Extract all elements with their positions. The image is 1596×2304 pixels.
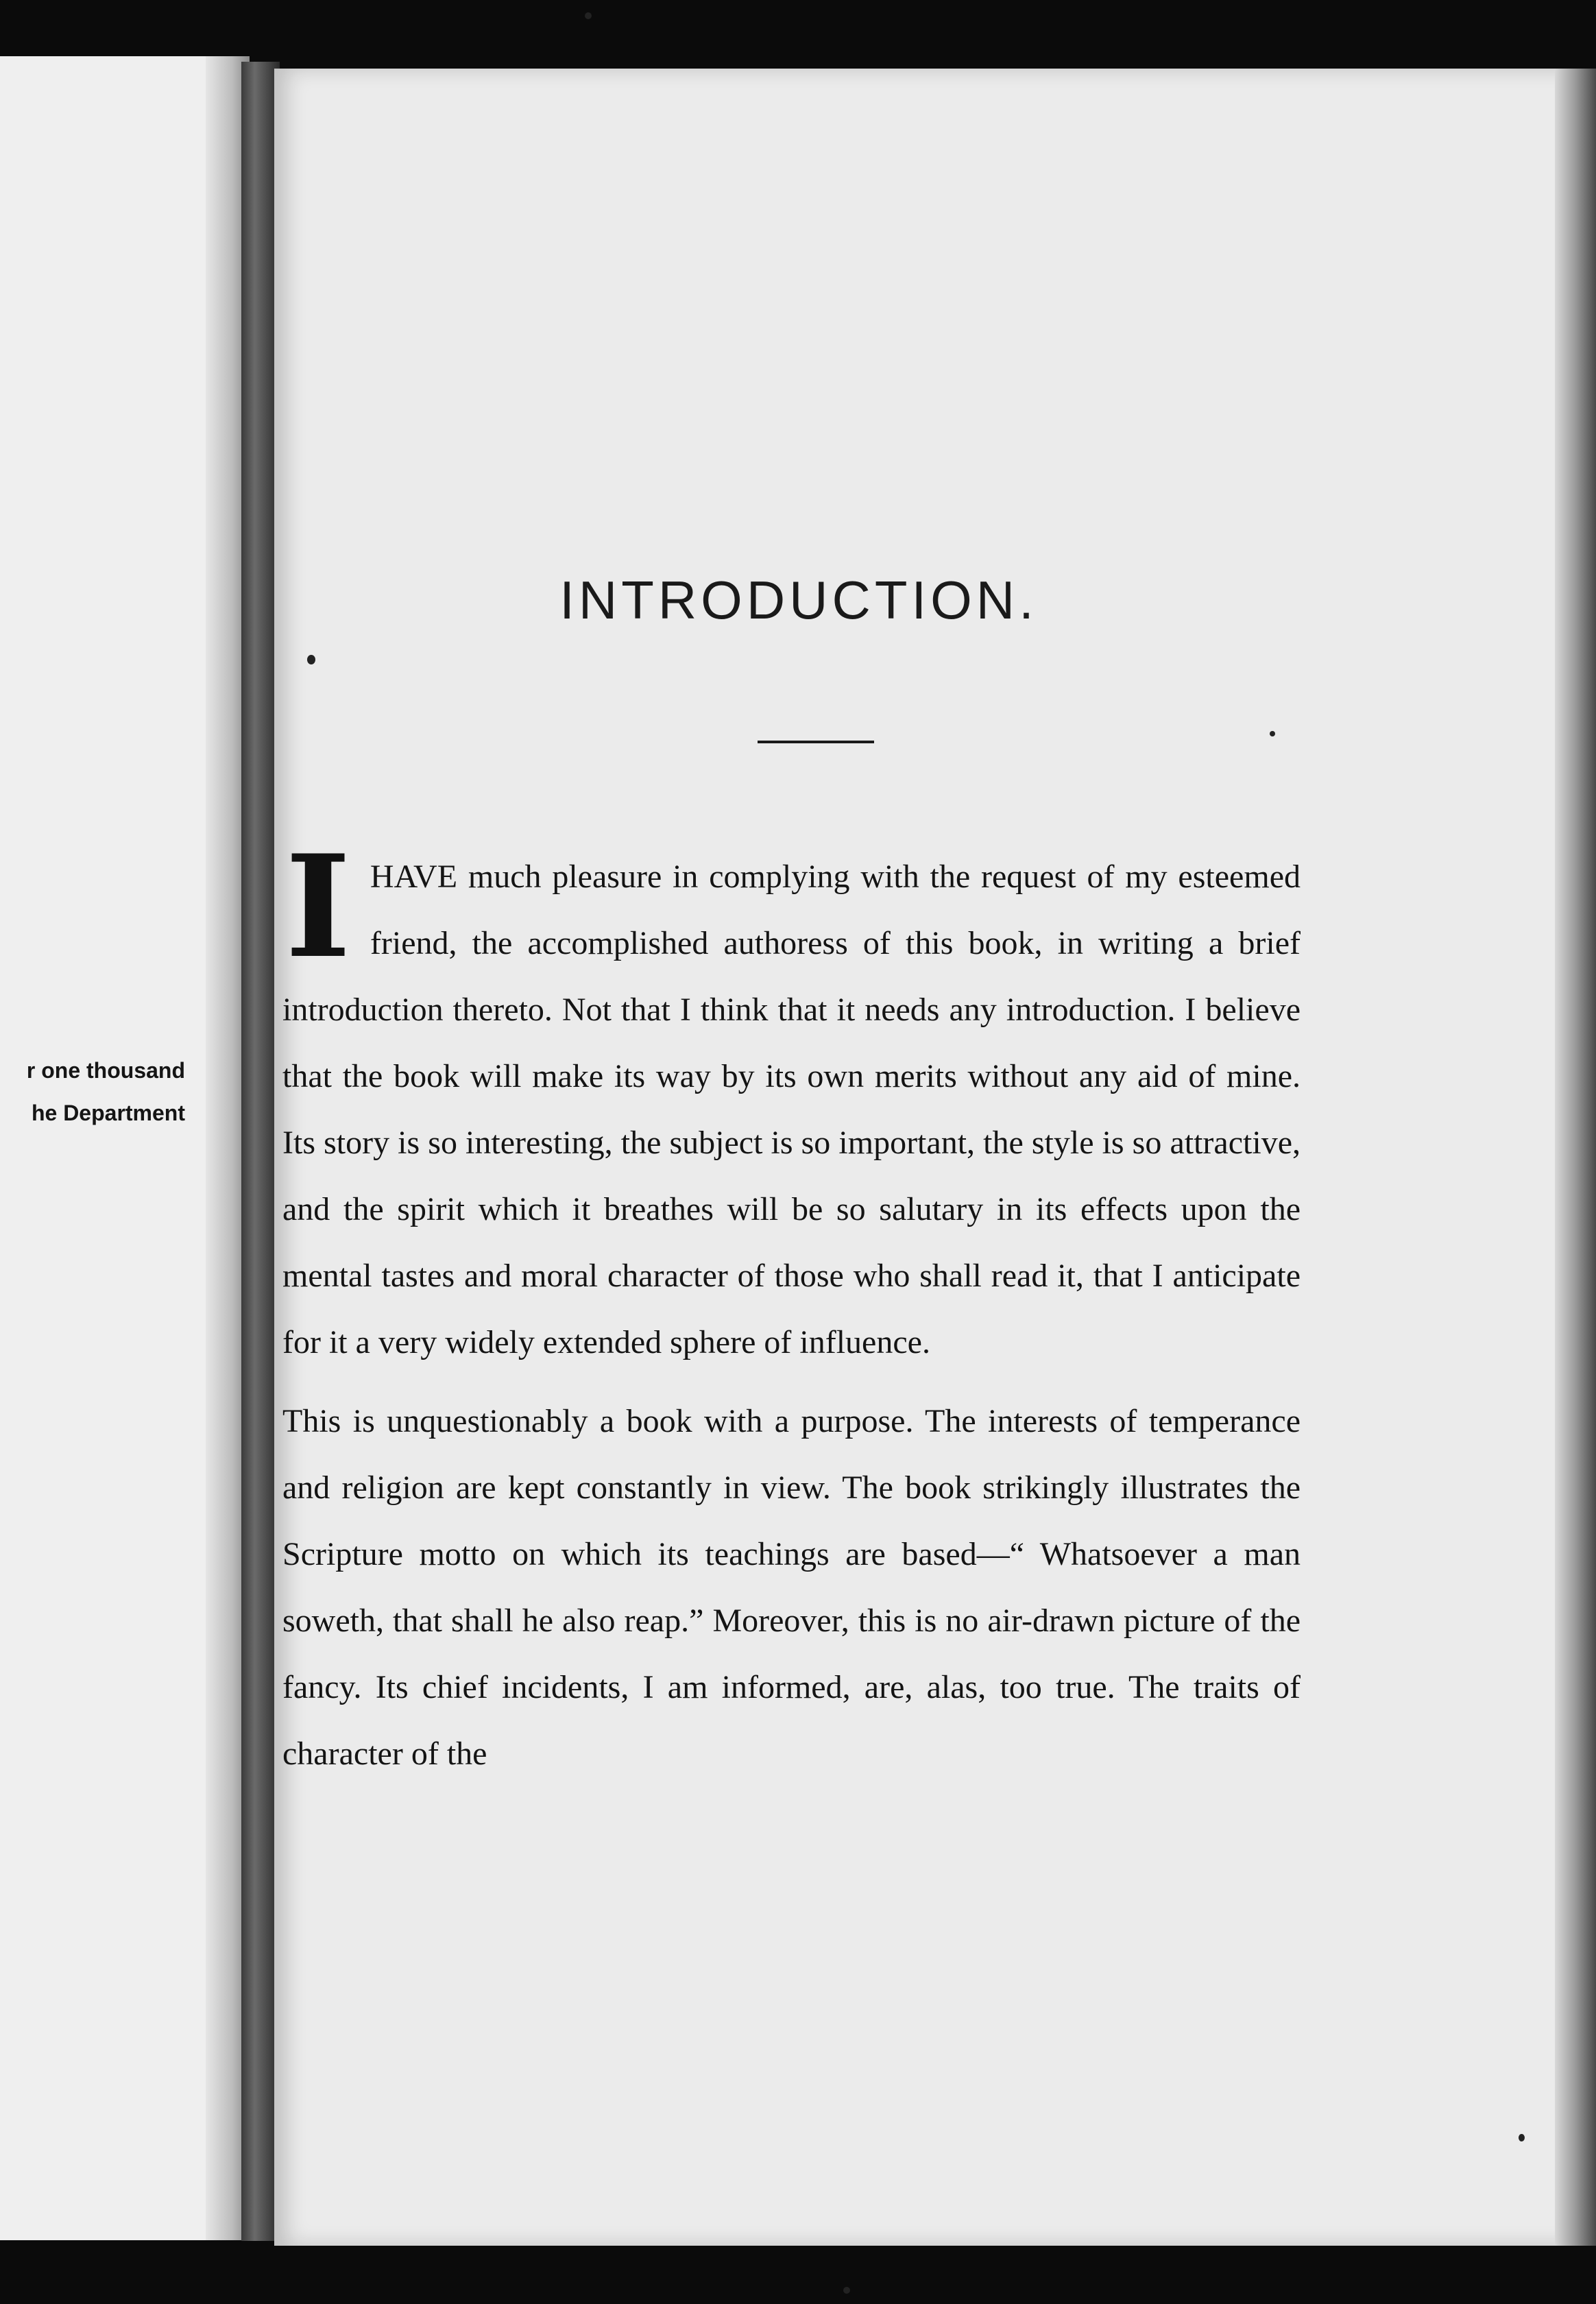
- body-text: [282, 825, 1301, 1787]
- paragraph-1: [282, 825, 1301, 1376]
- dust-speck: [843, 2287, 850, 2294]
- facing-page-line-1: r one thousand: [26, 1058, 185, 1083]
- paragraph-1-text: HAVE much pleasure in complying with the request of my esteemed friend, the accomplished authoress of this book, in writing a brief introduction thereto. Not that I think that it needs any introduction. I believe that the book will make its way by its own merits without any aid of mine. Its story is so interesting, the subject is so important, the style is so attractive, and the spirit which it breathes will be so salutary in its effects upon the mental tastes and moral character of those who shall read it, that I anticipate for it a very widely extended sphere of influence.: [282, 859, 1301, 1360]
- page-title: INTRODUCTION.: [559, 570, 1038, 630]
- facing-page-text: [0, 1049, 185, 1134]
- dust-speck: [307, 655, 315, 664]
- drop-cap: I: [285, 825, 351, 989]
- dust-speck: [585, 12, 592, 19]
- dust-speck: [1270, 731, 1275, 736]
- title-divider: [758, 741, 874, 743]
- paragraph-2-text: This is unquestionably a book with a purpose. The interests of temperance and religion are kept constantly in view. The book strikingly illustrates the Scripture motto on which its teachings are based—“ Whatsoever a man soweth, that shall he also reap.” Moreover, this is no air-drawn picture of the fancy. Its chief incidents, I am informed, are, alas, too true. The traits of character of the: [282, 1403, 1301, 1772]
- facing-page-line-2: he Department: [31, 1101, 185, 1125]
- page-right-edge: [1555, 69, 1596, 2246]
- paragraph-2: [282, 1388, 1301, 1787]
- dust-speck: [1519, 2134, 1525, 2141]
